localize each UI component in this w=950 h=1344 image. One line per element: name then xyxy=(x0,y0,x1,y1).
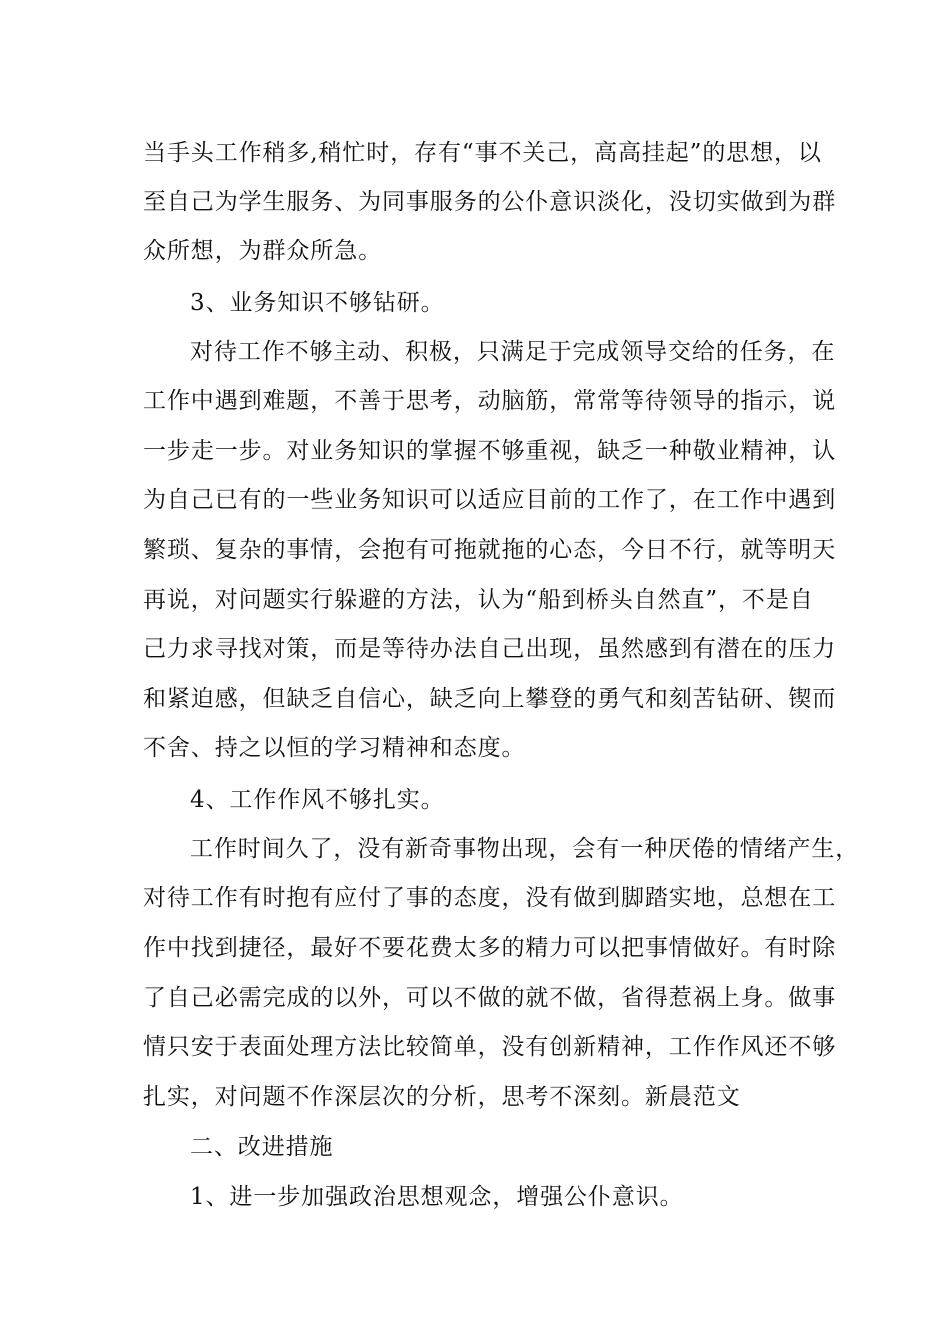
body-text-line: 不舍、持之以恒的学习精神和态度。 xyxy=(143,735,526,761)
body-text-line: 众所想，为群众所急。 xyxy=(143,238,382,264)
body-text-line: 情只安于表面处理方法比较简单，没有创新精神，工作作风还不够 xyxy=(143,1034,837,1060)
body-text-line: 工作时间久了，没有新奇事物出现，会有一种厌倦的情绪产生， xyxy=(190,836,860,862)
body-text-line: 一步走一步。对业务知识的掌握不够重视，缺乏一种敬业精神，认 xyxy=(143,438,837,464)
section-heading: 二、改进措施 xyxy=(190,1134,334,1160)
section-heading: 3、业务知识不够钻研。 xyxy=(190,290,445,316)
body-text-line: 了自己必需完成的以外，可以不做的就不做，省得惹祸上身。做事 xyxy=(143,985,837,1011)
body-text-line: 对待工作有时抱有应付了事的态度，没有做到脚踏实地，总想在工 xyxy=(143,885,837,911)
body-text-line: 至自己为学生服务、为同事服务的公仆意识淡化，没切实做到为群 xyxy=(143,189,837,215)
body-text-line: 和紧迫感，但缺乏自信心，缺乏向上攀登的勇气和刻苦钻研、锲而 xyxy=(143,686,837,712)
body-text-line: 再说，对问题实行躲避的方法，认为“船到桥头自然直”，不是自 xyxy=(143,587,814,613)
section-heading: 1、进一步加强政治思想观念，增强公仆意识。 xyxy=(190,1184,684,1210)
section-heading: 4、工作作风不够扎实。 xyxy=(190,787,445,813)
body-text-line: 为自己已有的一些业务知识可以适应目前的工作了，在工作中遇到 xyxy=(143,487,837,513)
body-text-line: 繁琐、复杂的事情，会抱有可拖就拖的心态，今日不行，就等明天 xyxy=(143,537,837,563)
body-text-line: 工作中遇到难题，不善于思考，动脑筋，常常等待领导的指示，说 xyxy=(143,388,837,414)
body-text-line: 对待工作不够主动、积极，只满足于完成领导交给的任务，在 xyxy=(190,339,836,365)
body-text-line: 扎实，对问题不作深层次的分析，思考不深刻。新晨范文 xyxy=(143,1084,741,1110)
body-text-line: 当手头工作稍多,稍忙时，存有“事不关己，高高挂起”的思想，以 xyxy=(143,140,822,166)
body-text-line: 己力求寻找对策，而是等待办法自己出现，虽然感到有潜在的压力 xyxy=(143,636,837,662)
body-text-line: 作中找到捷径，最好不要花费太多的精力可以把事情做好。有时除 xyxy=(143,935,837,961)
